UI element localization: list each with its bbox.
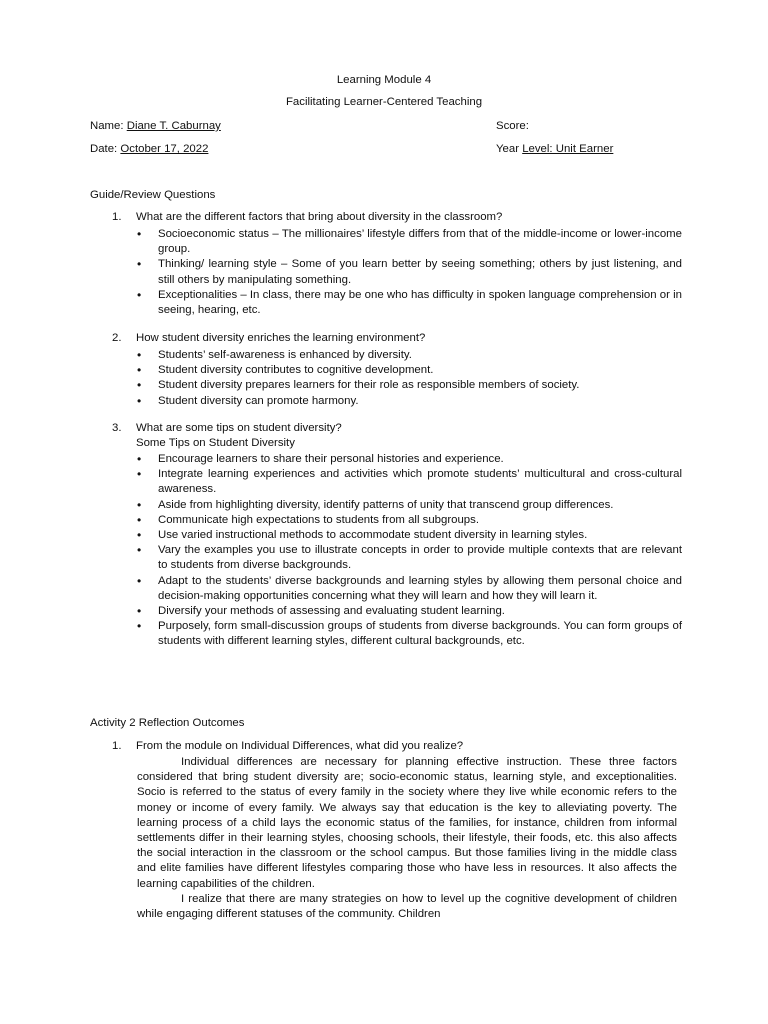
list-item: • Encourage learners to share their personal histories and experience. [137, 452, 682, 467]
list-item: • Aside from highlighting diversity, identify patterns of unity that transcend group differences. [137, 498, 682, 513]
question-text: What are some tips on student diversity? [136, 422, 342, 434]
guide-heading: Guide/Review Questions [90, 189, 216, 201]
answer-paragraph-2: I realize that there are many strategies on how to level up the cognitive development of children while engaging different statuses of the community. Children [137, 892, 677, 921]
list-item: • Integrate learning experiences and activities which promote students’ multicultural and cross-cultural awareness. [137, 467, 682, 497]
activity-heading: Activity 2 Reflection Outcomes [90, 717, 245, 729]
list-item: • Vary the examples you use to illustrate concepts in order to provide multiple contexts that are relevant to students from diverse backgrounds. [137, 543, 682, 573]
date-label: Date: [90, 143, 121, 155]
tips-subheading: Some Tips on Student Diversity [136, 437, 295, 449]
list-item: • Communicate high expectations to students from all subgroups. [137, 513, 682, 528]
question-number: 3. [112, 422, 122, 434]
bullet-list [137, 348, 682, 409]
list-item: • Use varied instructional methods to accommodate student diversity in learning styles. [137, 528, 682, 543]
bullet-list [137, 452, 682, 650]
year-level-value: Level: Unit Earner [522, 143, 614, 155]
score-label: Score: [496, 120, 529, 132]
list-item: • Adapt to the students’ diverse backgrounds and learning styles by allowing them personal choice and decision-making opportunities concerning what they will learn and how they will learn it. [137, 574, 682, 604]
year-level-line [496, 143, 613, 155]
list-item: • Thinking/ learning style – Some of you learn better by seeing something; others by just listening, and still others by manipulating something. [137, 257, 682, 287]
date-value: October 17, 2022 [120, 143, 209, 155]
date-line [90, 143, 208, 155]
module-title: Learning Module 4 [336, 74, 432, 86]
year-label: Year [496, 143, 523, 155]
list-item: • Socioeconomic status – The millionaires’ lifestyle differs from that of the middle-income or lower-income group. [137, 227, 682, 257]
name-value: Diane T. Caburnay [126, 120, 221, 132]
name-line [90, 120, 221, 132]
list-item: • Diversify your methods of assessing and evaluating student learning. [137, 604, 682, 619]
answer-paragraph-1: Individual differences are necessary for planning effective instruction. These three factors considered that bring student diversity are; socio-economic status, learning style, and exceptionalities. Socio is referred to the status of every family in the society where they live while economic refers to the money or income of every family. We always say that education is the key to alleviating poverty. The learning process of a child lays the economic status of the families, for instance, children from informal settlements differ in their learning styles, choosing schools, their lifestyle, their foods, etc. this also affects the social interaction in the classroom or the school campus. But those families living in the middle class and elite families have different lifestyles comparing those who have less in resources. It also affects the learning capabilities of the children. [137, 756, 677, 890]
list-item: • Exceptionalities – In class, there may be one who has difficulty in spoken language comprehension or in seeing, hearing, etc. [137, 288, 682, 318]
reflection-answer [137, 755, 677, 922]
list-item: • Student diversity prepares learners for their role as responsible members of society. [137, 378, 682, 393]
list-item: • Students’ self-awareness is enhanced by diversity. [137, 348, 682, 363]
question-number: 1. [112, 211, 122, 223]
bullet-list [137, 227, 682, 318]
module-subtitle: Facilitating Learner-Centered Teaching [285, 96, 483, 108]
list-item: • Student diversity can promote harmony. [137, 394, 682, 409]
question-text: What are the different factors that bring about diversity in the classroom? [136, 211, 503, 223]
name-label: Name: [90, 120, 127, 132]
question-number: 2. [112, 332, 122, 344]
list-item: • Student diversity contributes to cognitive development. [137, 363, 682, 378]
list-item: • Purposely, form small-discussion groups of students from diverse backgrounds. You can form groups of students with different learning styles, different cultural backgrounds, etc. [137, 619, 682, 649]
question-text: How student diversity enriches the learning environment? [136, 332, 426, 344]
question-number: 1. [112, 740, 122, 752]
question-text: From the module on Individual Differences, what did you realize? [136, 740, 464, 752]
